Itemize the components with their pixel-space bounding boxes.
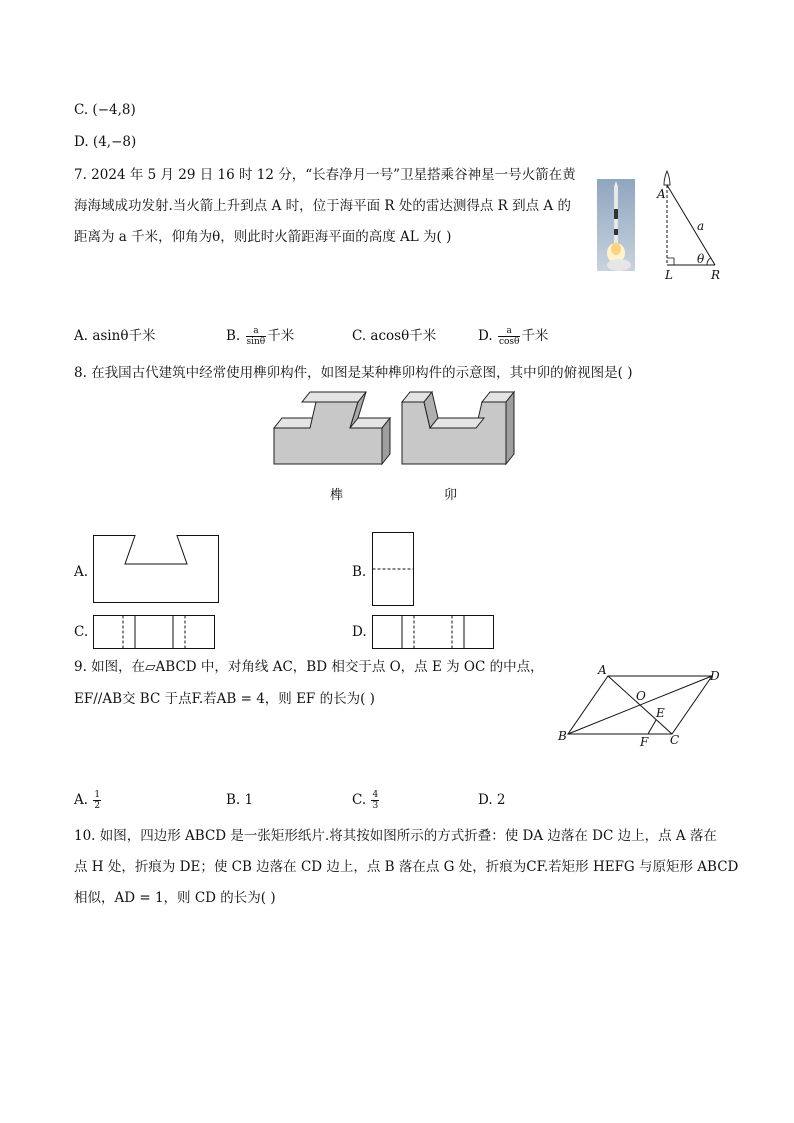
q7-option-c: C. acosθ千米 — [352, 328, 437, 344]
label-point-r: R — [711, 268, 721, 282]
rocket-photo — [597, 179, 635, 271]
rocket-icon — [664, 171, 670, 185]
q7-option-d: D. $\frac{a}{\cos\theta}$ 千米 — [478, 326, 549, 347]
label-point-d: D — [710, 669, 720, 683]
label-length-a: a — [697, 219, 705, 233]
q10-text-line1: 10. 如图，四边形 ABCD 是一张矩形纸片.将其按如图所示的方式折叠：使 DA 边落在 DC 边上，点 A 落在 — [74, 828, 717, 844]
caption-tenon: 榫 — [330, 488, 344, 503]
q8-option-a-label: A. — [74, 564, 89, 580]
caption-mortise: 卯 — [444, 488, 458, 503]
q7-text-line2: 海海域成功发射.当火箭上升到点 A 时，位于海平面 R 处的雷达测得点 R 到点 A 的 — [74, 198, 571, 214]
label-point-a: A — [598, 663, 607, 677]
q9-text-line2: EF//AB交 BC 于点F.若AB = 4，则 EF 的长为( ) — [74, 691, 375, 707]
q9-option-a: A. $\frac{1}{2}$ — [74, 790, 101, 811]
q9-parallelogram-figure — [556, 660, 726, 750]
q8-option-b-figure — [372, 532, 414, 606]
label-theta: θ — [697, 252, 705, 266]
q9-option-c: C. $\frac{4}{3}$ — [352, 790, 379, 811]
q7-triangle-figure — [655, 168, 735, 283]
q10-text-line3: 相似，AD = 1，则 CD 的长为( ) — [74, 890, 276, 906]
tenon-figure — [272, 390, 397, 468]
mortise-figure — [400, 390, 525, 468]
q6-option-c: C. (−4,8) — [74, 102, 136, 118]
q7-text-line1: 7. 2024 年 5 月 29 日 16 时 12 分，“长春净月一号”卫星搭乘谷神星一号火箭在黄 — [74, 167, 576, 183]
q8-option-d-label: D. — [352, 624, 367, 640]
q8-option-d-figure — [372, 615, 494, 649]
q8-option-c-figure — [93, 615, 215, 649]
q9-option-d: D. 2 — [478, 792, 506, 808]
label-point-b: B — [558, 729, 567, 743]
label-point-l: L — [665, 268, 673, 282]
q6-option-d: D. (4,−8) — [74, 134, 137, 150]
q7-option-a: A. asinθ千米 — [74, 328, 156, 344]
label-point-e: E — [656, 706, 665, 720]
q8-text-line1: 8. 在我国古代建筑中经常使用榫卯构件，如图是某种榫卯构件的示意图，其中卯的俯视图是( ) — [74, 365, 633, 381]
label-point-f: F — [640, 735, 649, 749]
q7-option-b: B. $\frac{a}{\sin\theta}$ 千米 — [226, 326, 295, 347]
label-point-c: C — [670, 733, 680, 747]
label-point-o: O — [636, 689, 646, 703]
q9-text-line1: 9. 如图，在▱ABCD 中，对角线 AC，BD 相交于点 O，点 E 为 OC 的中点， — [74, 659, 544, 675]
label-point-a: A — [657, 187, 666, 201]
q10-text-line2: 点 H 处，折痕为 DE；使 CB 边落在 CD 边上，点 B 落在点 G 处，折痕为CF.若矩形 HEFG 与原矩形 ABCD — [74, 859, 739, 875]
q8-option-c-label: C. — [74, 624, 89, 640]
q8-option-b-label: B. — [352, 564, 367, 580]
q8-option-a-figure — [93, 535, 219, 603]
q9-option-b: B. 1 — [226, 792, 254, 808]
q7-text-line3: 距离为 a 千米，仰角为θ，则此时火箭距海平面的高度 AL 为( ) — [74, 229, 452, 245]
